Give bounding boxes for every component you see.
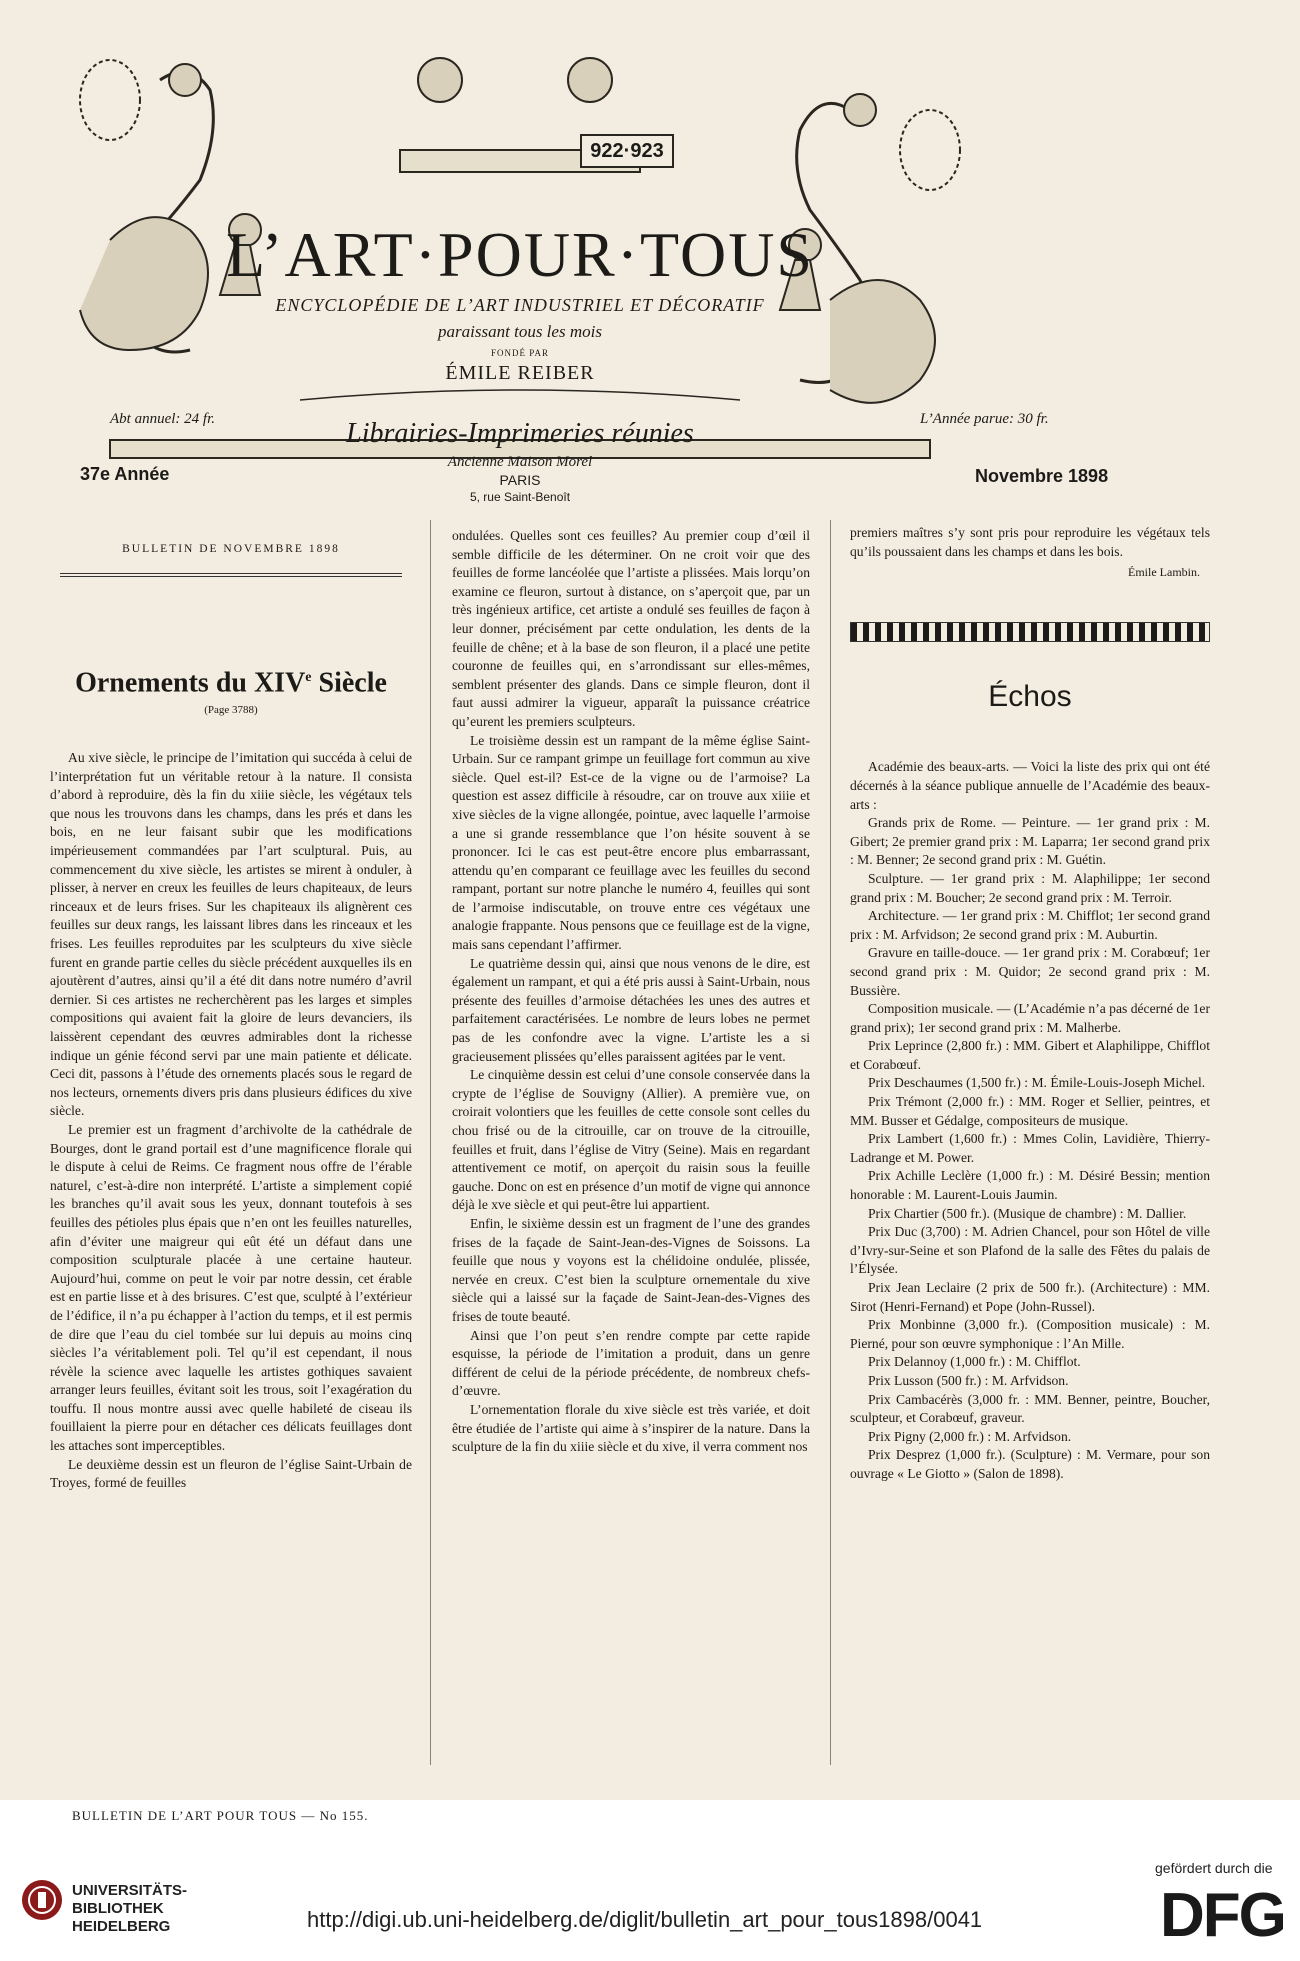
publisher-name: Librairies-Imprimeries réunies — [346, 418, 694, 449]
former-house: Ancienne Maison Morel — [447, 454, 593, 470]
founded-by-label: FONDÉ PAR — [491, 348, 549, 358]
paragraph: Prix Achille Leclère (1,000 fr.) : M. Désiré Bessin; mention honorable : M. Laurent-Louis Jaumin. — [850, 1168, 1210, 1203]
column-rule — [430, 520, 431, 1765]
ornamental-divider — [850, 622, 1210, 642]
paragraph: Prix Duc (3,700) : M. Adrien Chancel, pour son Hôtel de ville d’Ivry-sur-Seine et son Plafond de la salle des Fêtes du palais de l’Élysée. — [850, 1224, 1210, 1277]
double-rule — [60, 573, 402, 577]
paragraph: Prix Deschaumes (1,500 fr.) : M. Émile-Louis-Joseph Michel. — [868, 1075, 1206, 1091]
founder-name: ÉMILE REIBER — [445, 362, 595, 384]
paragraph: L’ornementation florale du xive siècle est très variée, et doit être étudiée de l’artiste qui aime à s’inspirer de la nature. Dans la sculpture de la fin du xiiie siècle et du xive, il verra comment nos — [452, 1401, 810, 1455]
paragraph: Prix Delannoy (1,000 fr.) : M. Chifflot. — [868, 1354, 1081, 1370]
library-footer-bar — [0, 1830, 1300, 1961]
past-year-price: L’Année parue: 30 fr. — [920, 411, 1049, 427]
page-footer: BULLETIN DE L’ART POUR TOUS — No 155. — [72, 1808, 369, 1823]
paragraph: Académie des beaux-arts. — Voici la liste des prix qui ont été décernés à la séance publique annuelle de l’Académie des beaux-arts : — [850, 759, 1210, 812]
paragraph: Le premier est un fragment d’archivolte de la cathédrale de Bourges, dont le grand portail est d’une magnificence florale qui le dispute à celui de Reims. Ce fragment nous offre de l’érable naturel, c’est-à-dire non interprété. L’artiste a simplement copié les branches qu’il avait sous les yeux, donnant toutefois à ses feuilles des pétioles plus épais que n’en ont les feuilles naturelles, afin d’éviter une maigreur qui eût été un défaut dans une composition sculpturale placée à une certaine hauteur. Aujourd’hui, comme on peut le voir par notre dessin, cet érable est en partie lisse et à des brisures. C’est que, sculpté à l’extérieur de l’édifice, il n’a pu échapper à l’action du temps, et il est permis de dire que l’eau du ciel tombée sur lui depuis au moins cinq siècles l’a véritablement poli. Tel qu’il est cependant, il nous révèle la science avec laquelle les artistes gothiques savaient arranger leurs feuilles, évitant soit les trous, soit l’exagération du touffu. Il nous montre aussi avec quelle habileté de ciseau ils fouillaient la pierre pour en détacher ces délicats feuillages dont les attaches sont imperceptibles. — [50, 1121, 412, 1454]
article-column-1 — [50, 520, 412, 1493]
paragraph: Composition musicale. — (L’Académie n’a pas décerné de 1er grand prix); 1er second grand prix : M. Malherbe. — [850, 1001, 1210, 1035]
paragraph: Prix Pigny (2,000 fr.) : M. Arfvidson. — [868, 1428, 1072, 1444]
paragraph: Prix Chartier (500 fr.). (Musique de chambre) : M. Dallier. — [868, 1205, 1187, 1221]
paragraph: Le troisième dessin est un rampant de la même église Saint-Urbain. Sur ce rampant grimpe un feuillage fort commun au xive siècle. Quel est-il? Est-ce de la vigne ou de l’armoise? La question est assez difficile à résoudre, car on trouve aux xiiie et xive siècles de la vigne allongée, pointue, avec laquelle l’armoise a une si grande ressemblance que l’on hésite souvent à se prononcer. Ici le cas est peut-être encore plus embarrassant, attendu qu’en comparant ce feuillage avec les feuilles du second rampant, portant sur notre planche le numéro 4, feuilles qui sont de l’armoise indiscutable, on trouve entre ces végétaux une analogie frappante. Nous pensons que ce feuillage est de la vigne, mais sans cependant l’affirmer. — [452, 732, 810, 953]
bulletin-heading: BULLETIN DE NOVEMBRE 1898 — [122, 543, 340, 555]
paragraph: ondulées. Quelles sont ces feuilles? Au premier coup d’œil il semble difficile de les déterminer. On ne croit voir que des feuilles de forme lancéolée que l’artiste a plissées. Mais lorqu’on examine ce fleuron, surtout à distance, on s’aperçoit que, par un très ingénieux artifice, cet artiste a ondulé ses feuilles de façon à leur donner, précisément par cette ondulation, les dents de la feuille de chêne; et à la base de son fleuron, il a placé une petite couronne de feuilles qui, en s’arrondissant sur elles-mêmes, semblent présenter des glands. Dans ce simple fleuron, dont il faut aussi admirer la vigueur, apparaît la puissance créatrice qu’eurent les premiers sculpteurs. — [452, 528, 810, 729]
paragraph: Le quatrième dessin qui, ainsi que nous venons de le dire, est également un rampant, et qui a été pris aussi à Saint-Urbain, nous présente des feuilles d’armoise détachées les unes des autres et parfaitement caractérisées. Le nombre de leurs lobes ne permet pas de les confondre avec la vigne. L’artiste les a si gracieusement plissées qu’elles paraissent agitées par le vent. — [452, 955, 810, 1064]
paragraph: Sculpture. — 1er grand prix : M. Alaphilippe; 1er second grand prix : M. Boucher; 2e second grand prix : M. Terroir. — [850, 870, 1210, 905]
publisher-street: 5, rue Saint-Benoît — [469, 490, 571, 504]
publisher-city: PARIS — [499, 472, 541, 488]
paragraph: Grands prix de Rome. — Peinture. — 1er grand prix : M. Gibert; 2e premier grand prix : M. Laparra; 1er second grand prix : M. Benner; 2e second grand prix : M. Guétin. — [850, 815, 1210, 868]
issue-number-box: 922·923 — [580, 134, 674, 168]
dfg-logo: DFG — [1160, 1881, 1285, 1950]
month-label: Novembre 1898 — [975, 466, 1109, 486]
paragraph: Enfin, le sixième dessin est un fragment de l’une des grandes frises de la façade de Saint-Jean-des-Vignes de Soissons. La feuille que nous y voyons est la chélidoine ondulée, plissée, nervée en creux. C’est bien la sculpture ornementale du xive siècle qui a laissé sur la façade de Saint-Jean-des-Vignes des frises de toute beauté. — [452, 1215, 810, 1324]
paragraph: premiers maîtres s’y sont pris pour reproduire les végétaux tels qu’ils poussaient dans les champs et dans les bois. — [850, 525, 1210, 559]
paragraph: Architecture. — 1er grand prix : M. Chifflot; 1er second grand prix : M. Arfvidson; 2e second grand prix : M. Auburtin. — [850, 908, 1210, 942]
author-signature: Émile Lambin. — [1128, 565, 1200, 580]
column-rule — [830, 520, 831, 1765]
paragraph: Prix Cambacérès (3,000 fr. : MM. Benner, peintre, Boucher, sculpteur, et Corabœuf, graveur. — [850, 1391, 1210, 1426]
paragraph: Prix Lusson (500 fr.) : M. Arfvidson. — [868, 1372, 1069, 1388]
paragraph: Le cinquième dessin est celui d’une console conservée dans la crypte de l’église de Souvigny (Allier). A première vue, on croirait volontiers que les feuilles de cette console sont celles du chou frisé ou de la citrouille, car on trouve de la citrouille, feuilles et fruit, dans l’église de Vitry (Seine). Mais en regardant attentivement ce motif, on aperçoit du raisin sous la feuille gauche. Donc on est en présence d’un motif de vigne qui annonce déjà le xve siècle et qui peut-être lui appartient. — [452, 1067, 810, 1213]
university-library-name: UNIVERSITÄTS- BIBLIOTHEK HEIDELBERG — [72, 1882, 188, 1935]
year-label: 37e Année — [80, 464, 170, 484]
article-column-3 — [850, 524, 1210, 1484]
article-column-2 — [452, 527, 810, 1457]
page-reference: (Page 3788) — [204, 703, 258, 716]
paragraph: Prix Lambert (1,600 fr.) : Mmes Colin, Lavidière, Thierry-Ladrange et M. Power. — [850, 1131, 1210, 1165]
paragraph: Le deuxième dessin est un fleuron de l’église Saint-Urbain de Troyes, formé de feuilles — [50, 1456, 412, 1491]
source-url-link[interactable]: http://digi.ub.uni-heidelberg.de/diglit/bulletin_art_pour_tous1898/0041 — [307, 1907, 983, 1932]
funding-note: gefördert durch die — [1155, 1860, 1273, 1876]
paragraph: Ainsi que l’on peut s’en rendre compte par cette rapide esquisse, la période de l’imitation a produit, dans un genre différent de celui de la période précédente, de nombreux chefs-d’œuvre. — [452, 1327, 810, 1399]
paragraph: Prix Desprez (1,000 fr.). (Sculpture) : M. Vermare, pour son ouvrage « Le Giotto » (Salon de 1898). — [850, 1447, 1210, 1481]
paragraph: Prix Leprince (2,800 fr.) : MM. Gibert et Alaphilippe, Chifflot et Corabœuf. — [850, 1038, 1210, 1072]
journal-subtitle: ENCYCLOPÉDIE DE L’ART INDUSTRIEL ET DÉCORATIF — [275, 295, 765, 315]
paragraph: Prix Jean Leclaire (2 prix de 500 fr.). (Architecture) : MM. Sirot (Henri-Fernand) et Pope (John-Russel). — [850, 1280, 1210, 1314]
paragraph: Gravure en taille-douce. — 1er grand prix : M. Corabœuf; 1er second grand prix : M. Quidor; 2e second grand prix : M. Bussière. — [850, 945, 1210, 998]
article-title: Ornements du XIVe Siècle — [75, 666, 387, 698]
journal-tagline: paraissant tous les mois — [438, 322, 602, 341]
paragraph: Au xive siècle, le principe de l’imitation qui succéda à celui de l’interprétation fut un véritable retour à la nature. Il consista d’abord à reproduire, dès la fin du xiiie siècle, les végétaux tels que nous les trouvons dans les champs, dans les prés et dans les bois, en ne leur faisant subir que les modifications impérieusement commandées par l’art sculptural. Puis, au commencement du xive siècle, les artistes se mirent à onduler, à plisser, à nerver en creux les feuilles de leurs chapiteaux, de leurs rinceaux et de leurs frises. Sur les chapiteaux ils alignèrent ces feuilles sur deux rangs, les laissant libres dans les rinceaux et les frises. Les feuilles reproduites par les sculpteurs du xive siècle furent en grande partie celles du siècle précédent auxquelles ils en ajoutèrent d’autres, ainsi qu’il a été dit dans notre numéro d’avril dernier. Si ces artistes ne recherchèrent pas les larges et simples compositions qui avaient fait la gloire de leurs devanciers, ils laissèrent cependant des œuvres admirables dont la richesse indique un génie fécond servi par une main patiente et délicate. Ceci dit, passons à l’étude des ornements placés sous le regard de nos lecteurs, ornements divers pris dans plusieurs édifices du xive siècle. — [50, 750, 412, 1119]
paragraph: Prix Trémont (2,000 fr.) : MM. Roger et Sellier, peintres, et MM. Busser et Gédalge, compositeurs de musique. — [850, 1094, 1210, 1128]
subscription-price: Abt annuel: 24 fr. — [110, 411, 215, 427]
paragraph: Prix Monbinne (3,000 fr.). (Composition musicale) : M. Pierné, pour son œuvre symphonique : l’An Mille. — [850, 1317, 1210, 1351]
journal-title: L’ART·POUR·TOUS — [226, 219, 814, 290]
echos-heading: Échos — [988, 679, 1072, 713]
university-seal-icon — [20, 1878, 64, 1922]
